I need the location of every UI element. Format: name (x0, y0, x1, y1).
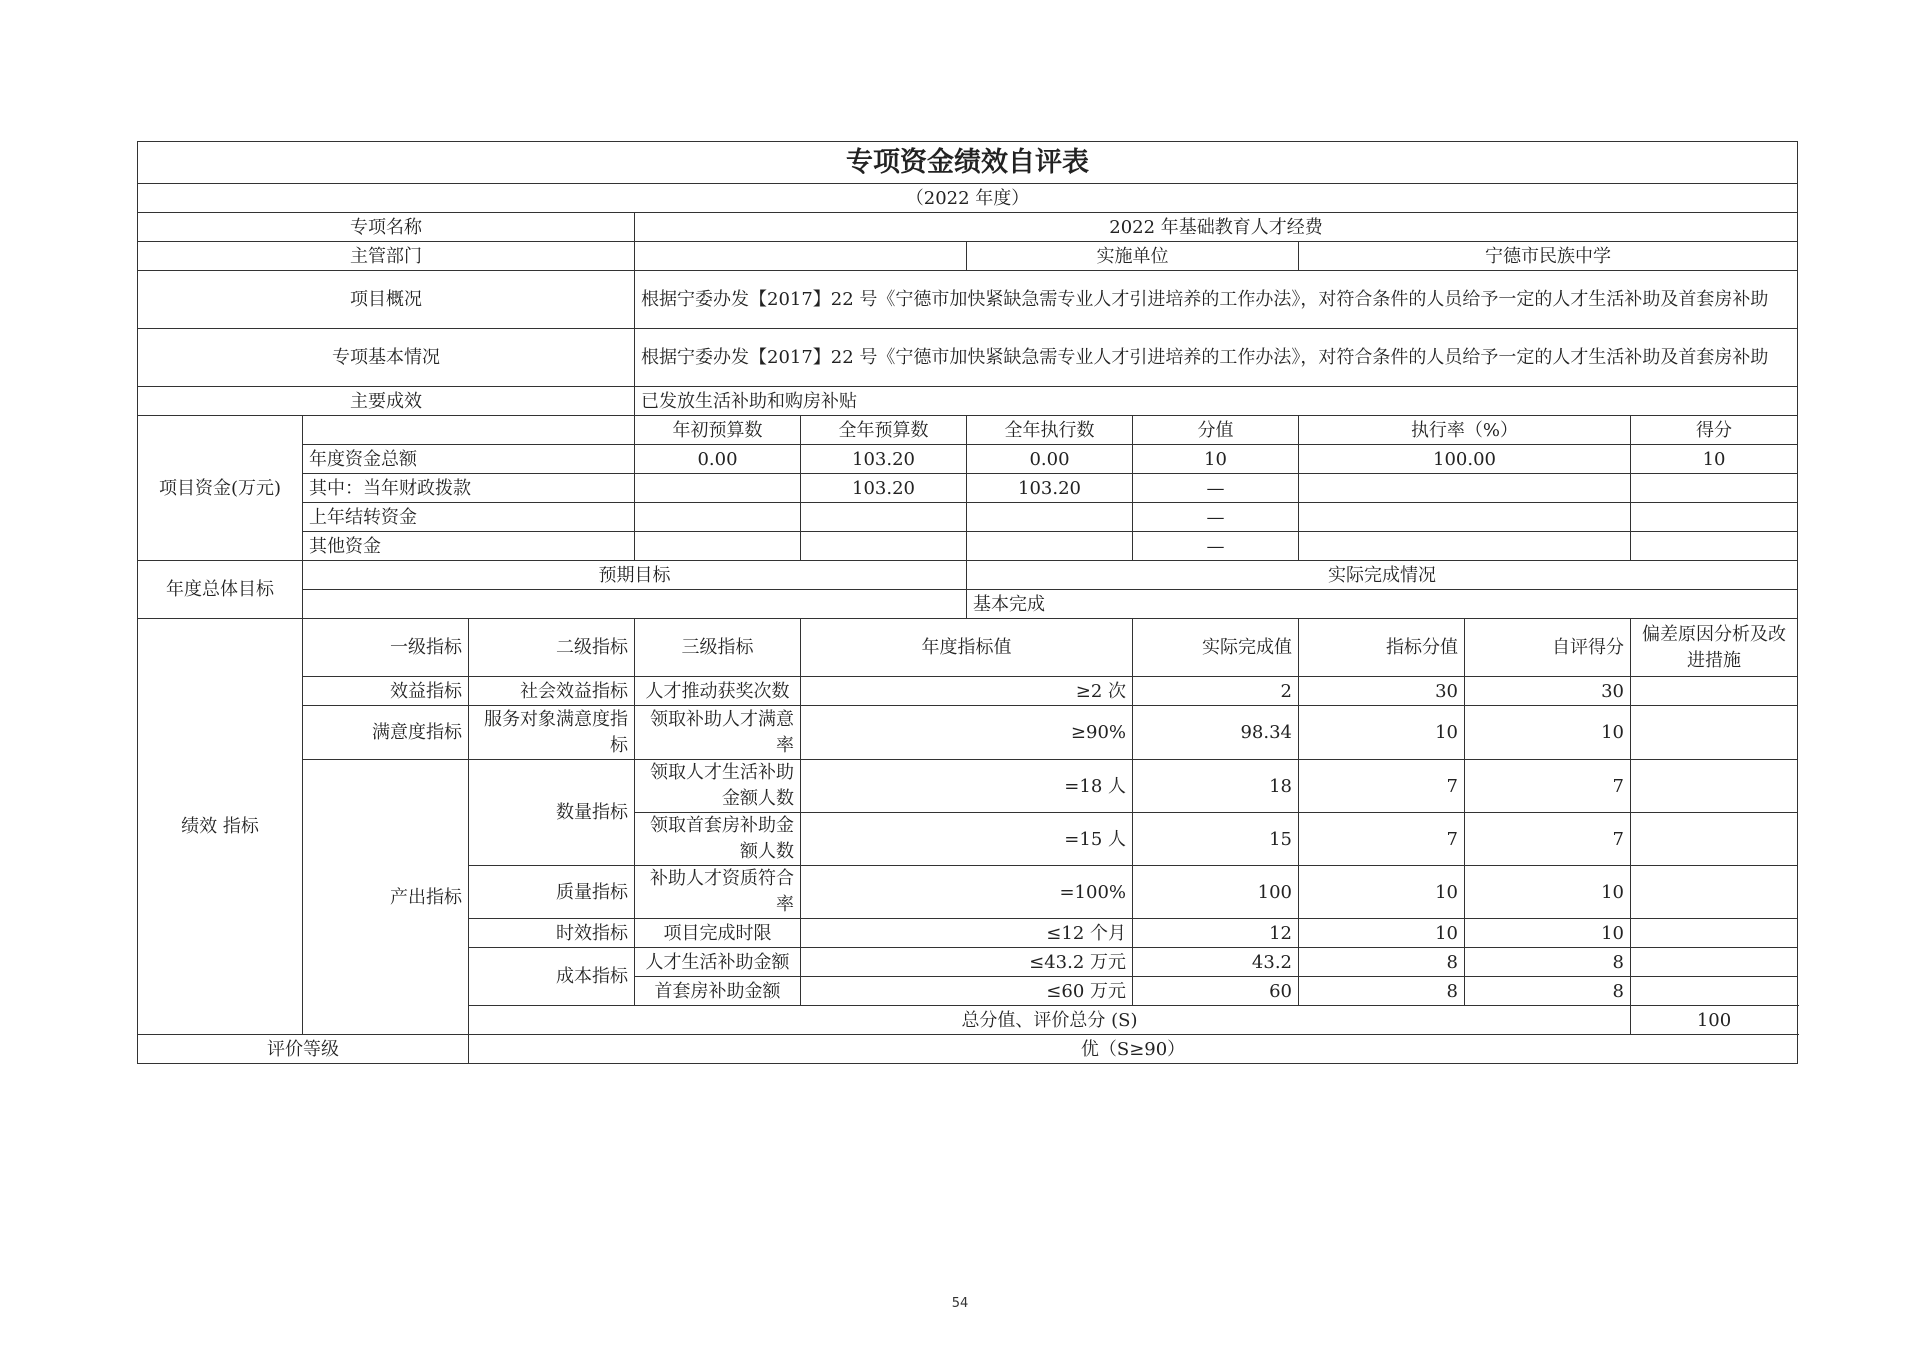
level3-cell: 补助人才资质符合率 (635, 866, 801, 919)
level2-cell: 数量指标 (469, 760, 635, 866)
perf-header: 指标分值 (1299, 619, 1465, 677)
score-cell: 7 (1465, 760, 1631, 813)
target-cell: ≤12 个月 (801, 919, 1133, 948)
weight-cell: 10 (1299, 706, 1465, 760)
level2-cell: 时效指标 (469, 919, 635, 948)
funds-row-name: 上年结转资金 (303, 503, 635, 532)
score-cell: 8 (1465, 948, 1631, 977)
note-cell (1631, 948, 1798, 977)
funds-row-name: 其他资金 (303, 532, 635, 561)
unit-label: 实施单位 (967, 242, 1299, 271)
perf-header: 二级指标 (469, 619, 635, 677)
level2-cell: 社会效益指标 (469, 677, 635, 706)
funds-cell: 10 (1133, 445, 1299, 474)
score-cell: 10 (1465, 706, 1631, 760)
funds-cell (967, 532, 1133, 561)
level3-cell: 人才生活补助金额 (635, 948, 801, 977)
actual-cell: 60 (1133, 977, 1299, 1006)
weight-cell: 10 (1299, 919, 1465, 948)
funds-cell: 103.20 (967, 474, 1133, 503)
table-title: 专项资金绩效自评表 (138, 142, 1798, 184)
funds-cell (967, 503, 1133, 532)
perf-header: 三级指标 (635, 619, 801, 677)
level1-cell: 满意度指标 (303, 706, 469, 760)
actual-cell: 12 (1133, 919, 1299, 948)
level2-cell: 服务对象满意度指标 (469, 706, 635, 760)
actual-cell: 18 (1133, 760, 1299, 813)
funds-header: 得分 (1631, 416, 1798, 445)
perf-row (138, 760, 1798, 813)
total-label: 总分值、评价总分 (S) (469, 1006, 1631, 1035)
funds-cell (635, 474, 801, 503)
funds-cell (1299, 503, 1631, 532)
performance-label: 绩效 指标 (138, 619, 303, 1035)
funds-cell: — (1133, 532, 1299, 561)
project-name: 2022 年基础教育人才经费 (635, 213, 1798, 242)
level3-cell: 人才推动获奖次数 (635, 677, 801, 706)
target-cell: =15 人 (801, 813, 1133, 866)
funds-cell: 10 (1631, 445, 1798, 474)
score-cell: 8 (1465, 977, 1631, 1006)
funds-cell (1631, 503, 1798, 532)
level3-cell: 首套房补助金额 (635, 977, 801, 1006)
note-cell (1631, 919, 1798, 948)
dept-value (635, 242, 967, 271)
funds-cell (1299, 474, 1631, 503)
funds-cell (635, 532, 801, 561)
funds-row (138, 532, 1798, 561)
year-label: （2022 年度） (138, 184, 1798, 213)
note-cell (1631, 813, 1798, 866)
level3-cell: 项目完成时限 (635, 919, 801, 948)
perf-header: 自评得分 (1465, 619, 1631, 677)
score-cell: 10 (1465, 866, 1631, 919)
note-cell (1631, 760, 1798, 813)
perf-header: 实际完成值 (1133, 619, 1299, 677)
funds-cell: 0.00 (635, 445, 801, 474)
level3-cell: 领取补助人才满意率 (635, 706, 801, 760)
perf-header: 偏差原因分析及改进措施 (1631, 619, 1798, 677)
note-cell (1631, 866, 1798, 919)
funds-row (138, 474, 1798, 503)
weight-cell: 8 (1299, 948, 1465, 977)
overview-label: 项目概况 (138, 271, 635, 329)
funds-cell: — (1133, 503, 1299, 532)
funds-header: 全年预算数 (801, 416, 967, 445)
perf-row (138, 677, 1798, 706)
funds-cell (1631, 474, 1798, 503)
page-number: 54 (951, 1296, 969, 1311)
note-cell (1631, 706, 1798, 760)
funds-label: 项目资金(万元) (138, 416, 303, 561)
perf-row (138, 706, 1798, 760)
funds-header: 年初预算数 (635, 416, 801, 445)
funds-cell: 0.00 (967, 445, 1133, 474)
results-text: 已发放生活补助和购房补贴 (635, 387, 1798, 416)
funds-cell (801, 503, 967, 532)
grade-label: 评价等级 (138, 1035, 469, 1064)
results-label: 主要成效 (138, 387, 635, 416)
score-cell: 30 (1465, 677, 1631, 706)
funds-cell (1299, 532, 1631, 561)
funds-header: 执行率（%） (1299, 416, 1631, 445)
actual-completion: 基本完成 (967, 590, 1798, 619)
weight-cell: 7 (1299, 813, 1465, 866)
actual-completion-label: 实际完成情况 (967, 561, 1798, 590)
funds-row (138, 503, 1798, 532)
target-cell: ≤60 万元 (801, 977, 1133, 1006)
target-cell: ≥90% (801, 706, 1133, 760)
target-cell: =18 人 (801, 760, 1133, 813)
weight-cell: 8 (1299, 977, 1465, 1006)
expected-goal (303, 590, 967, 619)
level1-cell: 效益指标 (303, 677, 469, 706)
level1-cell: 产出指标 (303, 760, 469, 1035)
goals-label: 年度总体目标 (138, 561, 303, 619)
actual-cell: 15 (1133, 813, 1299, 866)
level2-cell: 成本指标 (469, 948, 635, 1006)
note-cell (1631, 977, 1798, 1006)
total-value: 100 (1631, 1006, 1798, 1035)
actual-cell: 98.34 (1133, 706, 1299, 760)
funds-cell (801, 532, 967, 561)
perf-header: 年度指标值 (801, 619, 1133, 677)
funds-row (138, 445, 1798, 474)
score-cell: 10 (1465, 919, 1631, 948)
funds-cell (1631, 532, 1798, 561)
overview-text: 根据宁委办发【2017】22 号《宁德市加快紧缺急需专业人才引进培养的工作办法》，对符合条件的人员给予一定的人才生活补助及首套房补助 (635, 271, 1798, 329)
performance-evaluation-table (137, 141, 1798, 1064)
funds-header: 全年执行数 (967, 416, 1133, 445)
perf-header: 一级指标 (303, 619, 469, 677)
funds-cell: 103.20 (801, 445, 967, 474)
target-cell: ≤43.2 万元 (801, 948, 1133, 977)
actual-cell: 43.2 (1133, 948, 1299, 977)
dept-label: 主管部门 (138, 242, 635, 271)
basic-info-text: 根据宁委办发【2017】22 号《宁德市加快紧缺急需专业人才引进培养的工作办法》，对符合条件的人员给予一定的人才生活补助及首套房补助 (635, 329, 1798, 387)
project-name-label: 专项名称 (138, 213, 635, 242)
unit-value: 宁德市民族中学 (1299, 242, 1798, 271)
actual-cell: 100 (1133, 866, 1299, 919)
funds-cell (635, 503, 801, 532)
target-cell: ≥2 次 (801, 677, 1133, 706)
expected-goal-label: 预期目标 (303, 561, 967, 590)
note-cell (1631, 677, 1798, 706)
actual-cell: 2 (1133, 677, 1299, 706)
weight-cell: 30 (1299, 677, 1465, 706)
basic-info-label: 专项基本情况 (138, 329, 635, 387)
funds-cell: — (1133, 474, 1299, 503)
level3-cell: 领取首套房补助金额人数 (635, 813, 801, 866)
funds-header-blank (303, 416, 635, 445)
level2-cell: 质量指标 (469, 866, 635, 919)
grade-value: 优（S≥90） (469, 1035, 1798, 1064)
target-cell: =100% (801, 866, 1133, 919)
funds-cell: 103.20 (801, 474, 967, 503)
funds-header: 分值 (1133, 416, 1299, 445)
funds-row-name: 其中：当年财政拨款 (303, 474, 635, 503)
weight-cell: 7 (1299, 760, 1465, 813)
level3-cell: 领取人才生活补助金额人数 (635, 760, 801, 813)
score-cell: 7 (1465, 813, 1631, 866)
weight-cell: 10 (1299, 866, 1465, 919)
funds-cell: 100.00 (1299, 445, 1631, 474)
funds-row-name: 年度资金总额 (303, 445, 635, 474)
